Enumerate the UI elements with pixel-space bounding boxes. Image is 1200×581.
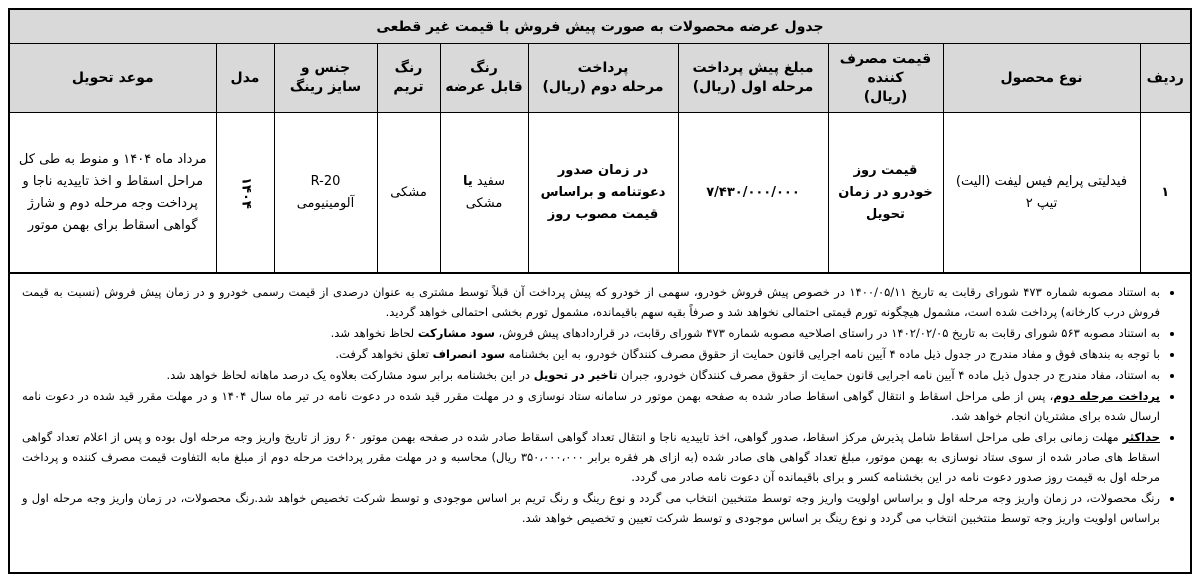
product-name: فیدلیتی پرایم فیس لیفت (الیت) [955, 173, 1128, 189]
note-text: به استناد مصوبه شماره ۴۷۳ شورای رقابت به تاریخ ۱۴۰۰/۰۵/۱۱ در خصوص پیش فروش خودرو، سهمی از خودرو که پیش پرداخت آن قبلاً توسط مشتری به عنوان درصدی از قیمت رسمی خودرو و در زمان پیش فروش (نسبت به قیمت فروش درب کارخانه) پرداخت شده است، مشمول هیچگونه تورم قیمتی احتمالی نخواهد شد و صرفاً بقیه سهم باقیمانده، مشمول تورم بخشی احتمالی خواهد گردید. [22, 285, 1160, 319]
cell-product [943, 113, 1140, 273]
cell-delivery: مرداد ماه ۱۴۰۴ و منوط به طی کل مراحل اسقاط و اخذ تاییدیه ناجا و پرداخت وجه مرحله دوم و شارژ گواهی اسقاط برای بهمن موتور [10, 113, 216, 273]
note-text: به استناد مصوبه ۵۶۳ شورای رقابت به تاریخ ۱۴۰۲/۰۲/۰۵ در راستای اصلاحیه مصوبه شماره ۴۷۳ شورای رقابت، در قراردادهای پیش فروش، [494, 326, 1160, 340]
header-prepayment: مبلغ پیش پرداخت مرحله اول (ریال) [678, 44, 828, 113]
notes-section [10, 273, 1190, 528]
header-row [10, 44, 1190, 113]
header-row-number: ردیف [1140, 44, 1190, 113]
note-emphasis: حداکثر [1122, 430, 1161, 444]
header-wheel: جنس و سایز رینگ [274, 44, 377, 113]
note-item [22, 488, 1160, 528]
product-type: تیپ ۲ [1025, 195, 1058, 211]
cell-row-number: ۱ [1140, 113, 1190, 273]
color-or: یا [462, 173, 473, 189]
cell-consumer-price: قیمت روز خودرو در زمان تحویل [828, 113, 943, 273]
offer-table-frame [8, 8, 1192, 574]
note-item [22, 282, 1160, 322]
cell-wheel [274, 113, 377, 273]
note-text: در این بخشنامه برابر سود مشارکت بعلاوه یک درصد ماهانه لحاظ خواهد شد. [166, 368, 534, 382]
note-text: لحاظ نخواهد شد. [330, 326, 418, 340]
table-title: جدول عرضه محصولات به صورت پیش فروش با قیمت غیر قطعی [10, 10, 1190, 44]
cell-available-color [440, 113, 528, 273]
header-product: نوع محصول [943, 44, 1140, 113]
color-black: مشکی [465, 195, 503, 211]
header-available-color: رنگ قابل عرضه [440, 44, 528, 113]
header-consumer-price: قیمت مصرف کننده (ریال) [828, 44, 943, 113]
wheel-material: آلومینیومی [296, 195, 355, 211]
note-text: به استناد، مفاد مندرج در جدول ذیل ماده ۴ آیین نامه اجرایی قانون حمایت از حقوق مصرف کنندگان خودرو، جبران [617, 368, 1160, 382]
table-row [10, 113, 1190, 273]
note-emphasis: سود انصراف [432, 347, 506, 361]
note-item [22, 386, 1160, 426]
header-model: مدل [216, 44, 274, 113]
note-item [22, 323, 1160, 343]
note-text: با توجه به بندهای فوق و مفاد مندرج در جدول ذیل ماده ۴ آیین نامه اجرایی قانون حمایت از حقوق مصرف کنندگان خودرو، به این بخشنامه [505, 347, 1160, 361]
wheel-size: R-20 [310, 173, 341, 189]
note-item [22, 344, 1160, 364]
cell-model [216, 113, 274, 273]
note-emphasis: تاخیر در تحویل [533, 368, 618, 382]
header-second-payment: پرداخت مرحله دوم (ریال) [528, 44, 678, 113]
notes-list [22, 282, 1174, 528]
note-emphasis: سود مشارکت [417, 326, 495, 340]
note-item [22, 427, 1160, 487]
note-text: مهلت زمانی برای طی مراحل اسقاط شامل پذیرش مرکز اسقاط، صدور گواهی، اخذ تاییدیه ناجا و انتقال تعداد گواهی اسقاط صادر شده در صفحه بهمن موتور ۶۰ روز از تاریخ واریز وجه مرحله اول بوده و پس از اعلام تعداد گواهی اسقاط های صادر شده از سوی ستاد نوسازی به بهمن موتور، مبلغ تعداد گواهی های صادر شده (به ازای هر فقره برابر ۳۵۰،۰۰۰،۰۰۰ ریال) محاسبه و در مهلت مقرر پرداخت مرحله دوم از مبلغ مابه التفاوت قیمت مصرف کننده و پرداخت مرحله اول به قیمت روز صدور دعوت نامه در این بخشنامه کسر و برای باقیمانده آن دعوت نامه صادر می گردد. [22, 430, 1161, 484]
color-options [445, 171, 524, 193]
note-text: تعلق نخواهد گرفت. [335, 347, 433, 361]
color-white: سفید [476, 173, 506, 189]
note-text: رنگ محصولات، در زمان واریز وجه مرحله اول و براساس اولویت واریز وجه توسط متنخبین انتخاب می گردد و نوع رینگ و رنگ تریم بر اساس موجودی و توسط شرکت تخصیص خواهد شد.رنگ محصولات، در زمان واریز وجه مرحله اول و براساس اولویت واریز وجه توسط منتخبین انتخاب می گردد و نوع رینگ بر اساس موجودی و توسط شرکت تعیین و تخصیص خواهد شد. [22, 491, 1160, 525]
model-year: ۱۴۰۴ [238, 176, 253, 209]
note-item [22, 365, 1160, 385]
cell-trim-color: مشکی [377, 113, 440, 273]
cell-second-payment: در زمان صدور دعوتنامه و براساس قیمت مصوب روز [528, 113, 678, 273]
header-trim-color: رنگ تریم [377, 44, 440, 113]
note-emphasis: پرداخت مرحله دوم [1053, 389, 1160, 403]
cell-prepayment: ۷/۴۳۰/۰۰۰/۰۰۰ [678, 113, 828, 273]
product-table [10, 44, 1190, 273]
note-text: ، پس از طی مراحل اسقاط و انتقال گواهی اسقاط صادر شده به صفحه بهمن موتور در سامانه ستاد نوسازی و در مهلت مقرر قید شده در دعوت نامه در تیر ماه سال ۱۴۰۴ و در مهلت مقرر قید شده در دعوت نامه ارسال شده برای مشتریان انجام خواهد شد. [22, 389, 1160, 423]
header-delivery: موعد تحویل [10, 44, 216, 113]
